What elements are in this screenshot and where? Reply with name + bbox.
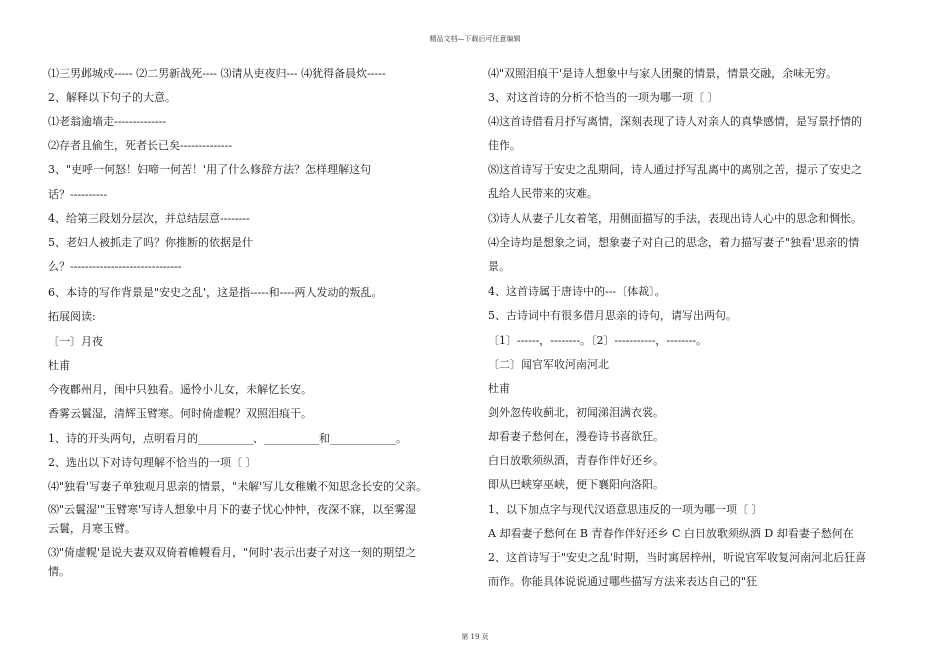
answer-blanks: 〔1〕------，--------。〔2〕-----------，--------。 (488, 334, 708, 347)
question-line: ⑴老翁逾墙走-------------- (48, 115, 167, 128)
poem-author: 杜甫 (488, 382, 510, 395)
question-heading: 4、给第三段划分层次，并总结层意-------- (48, 212, 250, 225)
poem-line: 却看妻子愁何在，漫卷诗书喜欲狂。 (488, 430, 664, 443)
option-line: ⑻"云鬟湿'"玉臂寒'写诗人想象中月下的妻子忧心忡忡，夜深不寐，以至雾湿 (48, 503, 417, 516)
question-heading: 6、本诗的写作背景是"安史之乱'，这是指-----和----两人发动的叛乱。 (48, 286, 383, 299)
poem-title: 〔一〕月夜 (48, 335, 103, 348)
question-heading: 1、以下加点字与现代汉语意思违反的一项为哪一项〔 〕 (488, 503, 763, 516)
question-heading: 2、解释以下句子的大意。 (48, 91, 176, 104)
question-line: 么？------------------------------ (48, 260, 182, 273)
option-line: ⑷"独看'写妻子单独观月思亲的情景，"未解'写儿女稚嫩不知思念长安的父亲。 (48, 480, 428, 493)
option-line: 佳作。 (488, 139, 521, 152)
option-line: 云鬟，月寒玉臂。 (48, 522, 136, 535)
page-number: 第 19 页 (461, 633, 489, 641)
poem-line: 剑外忽传收蓟北，初闻涕泪满衣裳。 (488, 406, 664, 419)
poem-line: 香雾云鬟湿，清辉玉臂寒。何时倚虚幌？双照泪痕干。 (48, 407, 312, 420)
question-heading: 5、古诗词中有很多借月思亲的诗句，请写出两句。 (488, 309, 737, 322)
question-line: 话？---------- (48, 188, 108, 201)
right-column (488, 66, 898, 589)
option-line: ⑶诗人从妻子儿女着笔，用侧面描写的手法，表现出诗人心中的思念和惆怅。 (488, 212, 862, 225)
question-heading: 2、这首诗写于"安史之乱'时期，当时寓居梓州，听说官军收复河南河北后狂喜 (488, 551, 867, 564)
option-line: 乱给人民带来的灾难。 (488, 187, 598, 200)
option-line: 景。 (488, 260, 510, 273)
question-heading: 4、这首诗属于唐诗中的---〔体裁〕。 (488, 285, 666, 298)
option-line: ⑷这首诗借看月抒写离情，深刻表现了诗人对亲人的真挚感情，是写景抒情的 (488, 115, 862, 128)
option-line: ⑷"双照泪痕干'是诗人想象中与家人团聚的情景，情景交融，余味无穷。 (488, 67, 838, 80)
section-heading: 拓展阅读: (48, 310, 96, 323)
poem-author: 杜甫 (48, 359, 70, 372)
poem-line: 今夜鄜州月，闺中只独看。遥怜小儿女，未解忆长安。 (48, 383, 312, 396)
question-line: ⑴三男邺城戍----- ⑵二男新战死---- ⑶请从吏夜归--- ⑷犹得备晨炊----- (48, 67, 386, 80)
option-line: A 却看妻子愁何在 B 青春作伴好还乡 C 白日放歌须纵酒 D 却看妻子愁何在 (488, 527, 854, 540)
option-line: 情。 (48, 565, 70, 578)
question-heading: 1、诗的开头两句，点明看月的__________、__________和____________。 (48, 432, 407, 445)
left-column (48, 66, 466, 579)
question-heading: 3、"吏呼一何怒！妇啼一何苦！'用了什么修辞方法？怎样理解这句 (48, 163, 372, 176)
page-header: 精品文档—下载后可任意编辑 (429, 35, 521, 43)
option-line: ⑻这首诗写于安史之乱期间，诗人通过抒写乱离中的离别之苦，提示了安史之 (488, 163, 862, 176)
poem-title: 〔二〕闻官军收河南河北 (488, 358, 609, 371)
poem-line: 即从巴峡穿巫峡，便下襄阳向洛阳。 (488, 478, 664, 491)
option-line: ⑷全诗均是想象之词，想象妻子对自己的思念，着力描写妻子"独看'思亲的情 (488, 236, 860, 249)
question-heading: 5、老妇人被抓走了吗？你推断的依据是什 (48, 236, 253, 249)
poem-line: 白日放歌须纵酒，青春作伴好还乡。 (488, 454, 664, 467)
option-line: ⑶"倚虚幌'是说夫妻双双倚着帷幔看月，"何时'表示出妻子对这一刻的期望之 (48, 546, 417, 559)
question-heading: 2、选出以下对诗句理解不恰当的一项〔 〕 (48, 456, 257, 469)
question-line: ⑵存者且偷生，死者长已矣-------------- (48, 139, 233, 152)
question-heading: 3、对这首诗的分析不恰当的一项为哪一项〔 〕 (488, 91, 719, 104)
question-line: 而作。你能具体说说通过哪些描写方法来表达自己的"狂 (488, 575, 758, 588)
